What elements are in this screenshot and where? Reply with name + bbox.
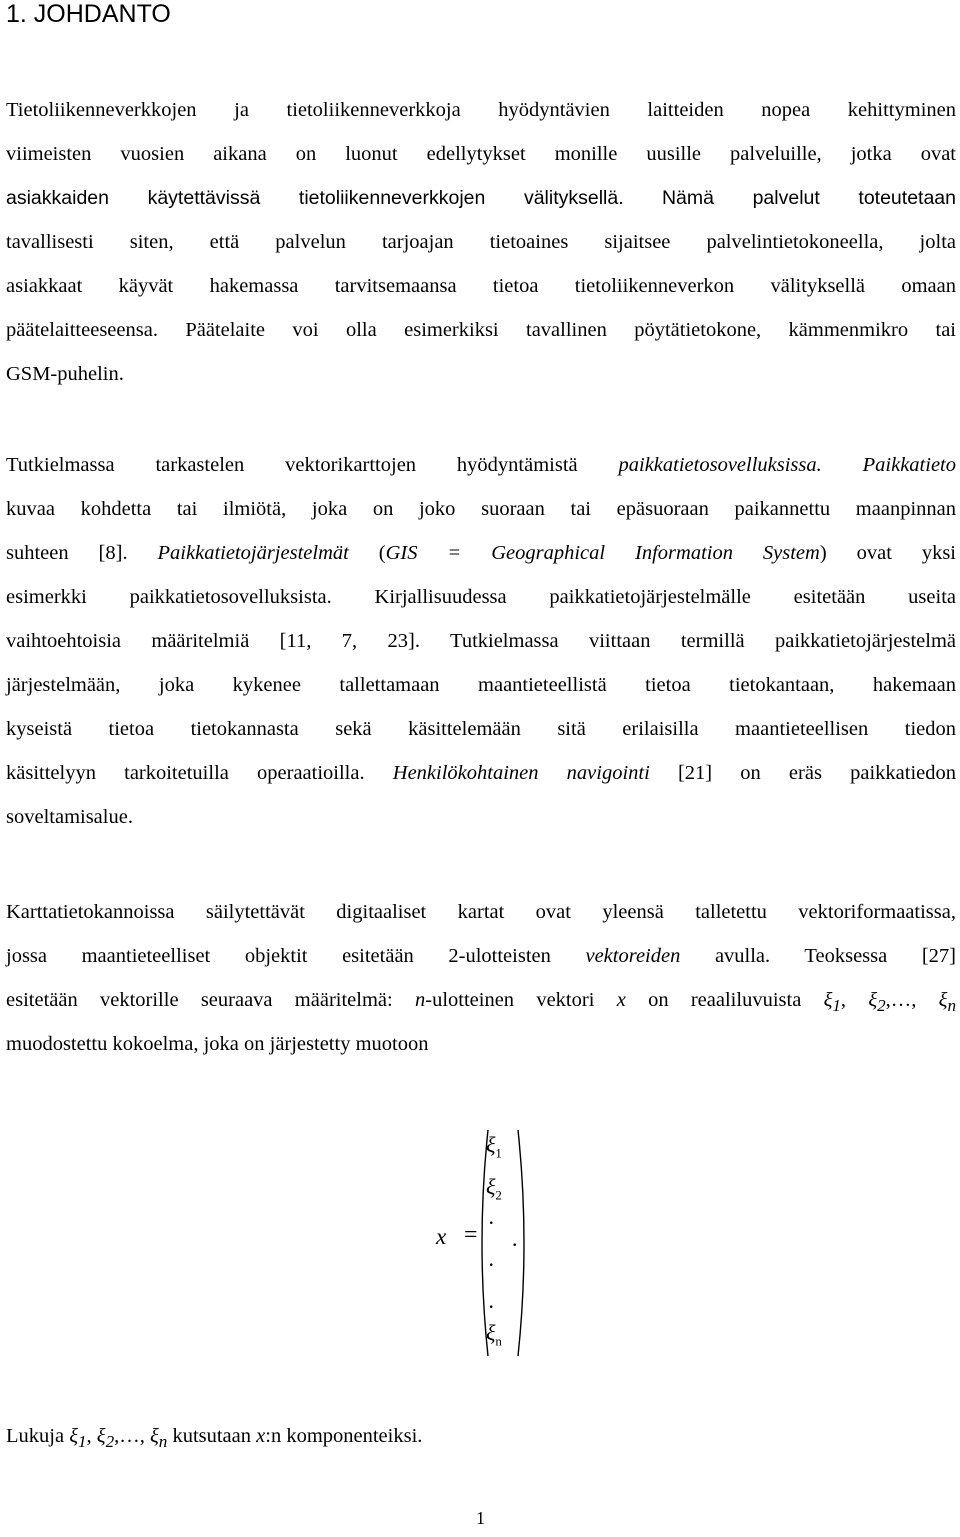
text-run: ,…, bbox=[114, 1425, 150, 1447]
text-line: asiakkaat käyvät hakemassa tarvitsemaansa tietoa tietoliikenneverkon välityksellä omaan bbox=[6, 275, 956, 297]
text-run: Tutkielmassa tarkastelen vektorikarttojen hyödyntämistä bbox=[6, 454, 619, 476]
text-run: kutsutaan bbox=[167, 1425, 257, 1447]
math-var: ξ bbox=[823, 989, 833, 1011]
text-run: , bbox=[86, 1425, 97, 1447]
text-run: Lukuja bbox=[6, 1425, 70, 1447]
text-run: , bbox=[840, 989, 869, 1011]
formula-period: . bbox=[512, 1226, 518, 1251]
text-run: :n komponenteiksi. bbox=[265, 1425, 423, 1447]
math-var: ξ bbox=[69, 1425, 78, 1447]
math-subscript: n bbox=[947, 996, 956, 1016]
vector-component: $\xi_n$ bbox=[486, 1320, 502, 1349]
text-run: on reaaliluvuista bbox=[625, 989, 824, 1011]
text-line bbox=[6, 575, 956, 619]
math-var: x bbox=[256, 1425, 266, 1447]
text-run: Teoksessa [27] bbox=[804, 945, 956, 967]
math-var: n bbox=[415, 989, 426, 1011]
math-var: ξ bbox=[868, 989, 878, 1011]
text-line: kyseistä tietoa tietokannasta sekä käsittelemään sitä erilaisilla maantieteellisen tiedon bbox=[6, 718, 956, 740]
vector-dot: . bbox=[489, 1288, 495, 1313]
text-line bbox=[6, 1414, 956, 1458]
text-run: -ulotteinen vektori bbox=[425, 989, 617, 1011]
formula-lhs: x bbox=[436, 1224, 447, 1249]
text-line bbox=[6, 619, 956, 663]
italic-term: Paikkatietojärjestelmät bbox=[157, 542, 349, 564]
text-line: muodostettu kokoelma, joka on järjestetty muotoon bbox=[6, 1033, 429, 1055]
text-line bbox=[6, 531, 956, 575]
math-subscript: 2 bbox=[105, 1432, 115, 1452]
text-run: ( bbox=[348, 542, 386, 564]
paragraph-gis bbox=[6, 443, 956, 839]
text-run: Tutkielmassa viittaan termillä paikkatietojärjestelmä bbox=[450, 630, 957, 652]
text-line: GSM-puhelin. bbox=[6, 363, 124, 385]
vector-formula bbox=[436, 1128, 546, 1358]
text-run: ,…, bbox=[885, 989, 939, 1011]
text-run: Päätelaite voi olla esimerkiksi tavallinen pöytätietokone, kämmenmikro tai bbox=[185, 319, 956, 341]
vector-dot: . bbox=[489, 1204, 495, 1229]
formula-equals: = bbox=[464, 1222, 478, 1248]
text-line: järjestelmään, joka kykenee tallettamaan maantieteellistä tietoa tietokantaan, hakemaan bbox=[6, 674, 956, 696]
math-var: x bbox=[616, 989, 626, 1011]
math-var: ξ bbox=[938, 989, 948, 1011]
text-run: esitetään vektorille seuraava määritelmä: bbox=[6, 989, 415, 1011]
text-line bbox=[6, 978, 956, 1022]
text-run: Kirjallisuudessa paikkatietojärjestelmälle esitetään useita bbox=[374, 586, 956, 608]
paragraph-vector bbox=[6, 890, 956, 1066]
page-number: 1 bbox=[476, 1508, 485, 1528]
text-run: esimerkki paikkatietosovelluksista. bbox=[6, 586, 332, 608]
italic-term: GIS = Geographical Information System bbox=[385, 542, 820, 564]
math-subscript: 1 bbox=[77, 1432, 87, 1452]
vector-dot: . bbox=[489, 1246, 495, 1271]
vector-component: $\xi_2$ bbox=[486, 1174, 502, 1203]
text-run: suhteen [8]. bbox=[6, 542, 158, 564]
text-line: Karttatietokannoissa säilytettävät digitaaliset kartat ovat yleensä talletettu vektoriformaatissa, bbox=[6, 901, 956, 923]
text-line bbox=[6, 308, 956, 352]
text-line bbox=[6, 176, 956, 220]
paragraph-components bbox=[6, 1414, 956, 1458]
math-subscript: 2 bbox=[877, 996, 886, 1016]
paragraph-intro bbox=[6, 88, 956, 396]
text-run: ) ovat yksi bbox=[819, 542, 957, 564]
italic-term: Paikkatieto bbox=[862, 454, 956, 476]
vector-component: $\xi_1$ bbox=[486, 1132, 502, 1161]
text-run: [21] on eräs paikkatiedon bbox=[649, 762, 956, 784]
math-subscript: n bbox=[158, 1432, 168, 1452]
italic-term: Henkilökohtainen navigointi bbox=[392, 762, 650, 784]
text-run: vaihtoehtoisia määritelmiä [11, 7, 23]. bbox=[6, 630, 420, 652]
text-line: Tietoliikenneverkkojen ja tietoliikenneverkkoja hyödyntävien laitteiden nopea kehittyminen bbox=[6, 99, 956, 121]
section-heading: 1. JOHDANTO bbox=[6, 0, 171, 28]
math-var: ξ bbox=[149, 1425, 159, 1447]
italic-term: vektoreiden bbox=[585, 945, 681, 967]
text-line: kuvaa kohdetta tai ilmiötä, joka on joko suoraan tai epäsuoraan paikannettu maanpinnan bbox=[6, 498, 956, 520]
text-line: viimeisten vuosien aikana on luonut edellytykset monille uusille palveluille, jotka ovat bbox=[6, 143, 956, 165]
text-line bbox=[6, 443, 956, 487]
text-line bbox=[6, 934, 956, 978]
text-run: jossa maantieteelliset objektit esitetään 2-ulotteisten bbox=[6, 945, 586, 967]
text-run: asiakkaiden käytettävissä tietoliikenneverkkojen välityksellä. bbox=[6, 187, 624, 209]
text-run: käsittelyyn tarkoitetuilla operaatioilla. bbox=[6, 762, 393, 784]
text-run: päätelaitteeseensa. bbox=[6, 319, 158, 341]
text-line bbox=[6, 751, 956, 795]
math-subscript: 1 bbox=[832, 996, 841, 1016]
math-var: ξ bbox=[96, 1425, 106, 1447]
text-line: tavallisesti siten, että palvelun tarjoajan tietoaines sijaitsee palvelintietokoneella, jolta bbox=[6, 231, 956, 253]
text-run: Nämä palvelut toteutetaan bbox=[661, 187, 956, 209]
text-run: avulla. bbox=[680, 945, 771, 967]
italic-term: paikkatietosovelluksissa. bbox=[618, 454, 822, 476]
text-line: soveltamisalue. bbox=[6, 806, 133, 828]
